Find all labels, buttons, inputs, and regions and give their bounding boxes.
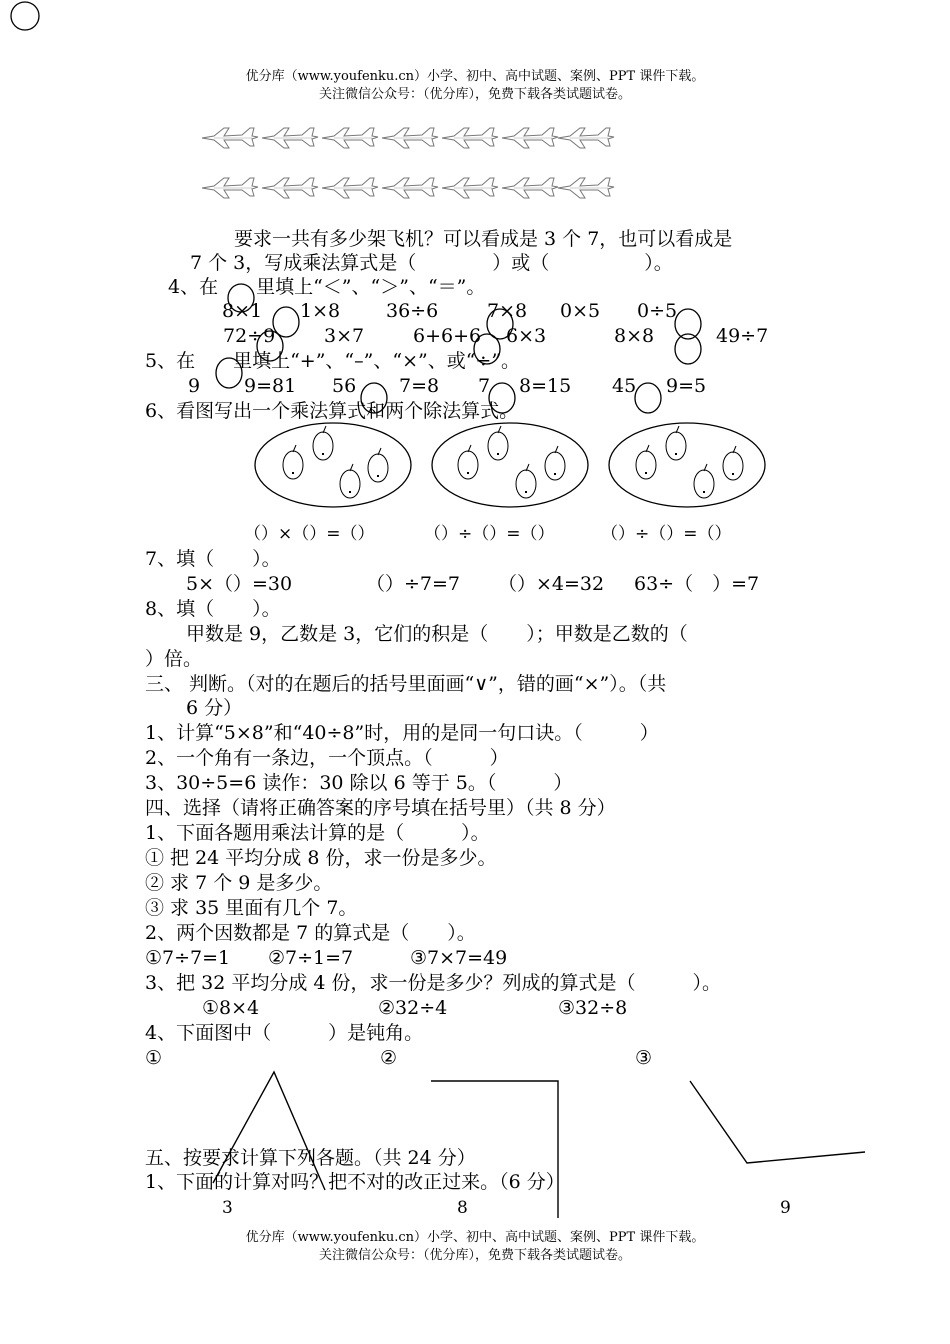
sec4-q3: 3、把 32 平均分成 4 份，求一份是多少？列成的算式是（ ）。 <box>145 972 722 994</box>
sec4-q4: 4、下面图中（ ）是钝角。 <box>145 1022 424 1044</box>
header-line-1: 优分库（www.youfenku.cn）小学、初中、高中试题、案例、PPT 课件下载。 <box>245 69 705 84</box>
sec4-q4-label: ① <box>145 1047 163 1069</box>
airplane-row-1 <box>202 128 614 148</box>
sec3-item: 2、一个角有一条边，一个顶点。（ ） <box>145 747 509 769</box>
sec4-q2: 2、两个因数都是 7 的算式是（ ）。 <box>145 922 476 944</box>
q5-title: 5、在 里填上“+”、“–”、“×”、或“÷”。 <box>145 350 521 372</box>
q7-item: （）÷7=7 <box>366 573 461 595</box>
q4-item: 0÷5 <box>637 300 678 322</box>
q5-item: 9=81 <box>244 375 297 397</box>
q4-item: 6+6+6 <box>413 325 482 347</box>
sec4-q2-option: ③7×7=49 <box>410 947 508 969</box>
q4-item: 36÷6 <box>386 300 439 322</box>
sec4-q2-option: ②7÷1=7 <box>268 947 354 969</box>
q4-item: 7×8 <box>487 300 528 322</box>
apple-plate-2 <box>432 423 588 507</box>
sec3-item: 1、计算“5×8”和“40÷8”时，用的是同一句口诀。（ ） <box>145 722 659 744</box>
q4-item: 0×5 <box>560 300 601 322</box>
q5-item: 8=15 <box>519 375 572 397</box>
q4-item: 72÷9 <box>223 325 276 347</box>
sec4-q4-label: ② <box>380 1047 398 1069</box>
q7-item: 5×（）=30 <box>186 573 293 595</box>
q5-item: 45 <box>612 375 637 397</box>
header-line-2: 关注微信公众号：（优分库），免费下载各类试题试卷。 <box>318 87 631 102</box>
sec4-q1-option: ② 求 7 个 9 是多少。 <box>145 872 333 894</box>
q6-formula: （）×（）=（） <box>244 524 375 544</box>
q7-title: 7、填（ ）。 <box>145 548 281 570</box>
sec3-title: 三、 判断。（对的在题后的括号里面画“∨”，错的画“×”）。（共 <box>145 673 667 695</box>
sec4-q3-option: ③32÷8 <box>558 997 628 1019</box>
sec4-q4-label: ③ <box>635 1047 653 1069</box>
sec4-q3-option: ②32÷4 <box>378 997 448 1019</box>
sec3-title-cont: 6 分） <box>186 697 243 719</box>
q5-item: 56 <box>332 375 357 397</box>
q3-line-1: 要求一共有多少架飞机？可以看成是 3 个 7，也可以看成是 <box>234 228 733 250</box>
q8-line-1: 甲数是 9，乙数是 3，它们的积是（ ）；甲数是乙数的（ <box>186 623 688 645</box>
q6-formula: （）÷（）=（） <box>424 524 555 544</box>
q5-item: 7 <box>478 375 491 397</box>
sec5-number: 3 <box>222 1198 233 1218</box>
angle-3 <box>690 1081 865 1163</box>
airplane-row-2 <box>202 178 614 198</box>
q4-item: 8×1 <box>222 300 263 322</box>
sec4-q1: 1、下面各题用乘法计算的是（ ）。 <box>145 822 490 844</box>
q4-item: 1×8 <box>300 300 341 322</box>
sec3-item: 3、30÷5=6 读作：30 除以 6 等于 5。（ ） <box>145 772 573 794</box>
q5-item: 9=5 <box>666 375 707 397</box>
sec4-title: 四、选择（请将正确答案的序号填在括号里）（共 8 分） <box>145 797 616 819</box>
q8-line-2: ）倍。 <box>145 648 203 670</box>
sec4-q1-option: ① 把 24 平均分成 8 份，求一份是多少。 <box>145 847 497 869</box>
q3-line-2: 7 个 3，写成乘法算式是（ ）或（ ）。 <box>190 252 673 274</box>
apple-plate-3 <box>609 423 765 507</box>
q7-item: 63÷（ ）=7 <box>634 573 760 595</box>
sec5-number: 8 <box>457 1198 468 1218</box>
q4-item: 6×3 <box>506 325 547 347</box>
footer-line-1: 优分库（www.youfenku.cn）小学、初中、高中试题、案例、PPT 课件下载。 <box>245 1230 705 1245</box>
footer-line-2: 关注微信公众号：（优分库），免费下载各类试题试卷。 <box>318 1248 631 1263</box>
q4-title: 4、在 里填上“＜”、“＞”、“＝”。 <box>168 276 486 298</box>
q4-item: 49÷7 <box>716 325 769 347</box>
sec5-q1: 1、下面的计算对吗？把不对的改正过来。（6 分） <box>145 1171 565 1193</box>
sec5-number: 9 <box>780 1198 791 1218</box>
q6-formula: （）÷（）=（） <box>601 524 732 544</box>
sec5-title: 五、按要求计算下列各题。（共 24 分） <box>145 1147 476 1169</box>
q5-item: 9 <box>188 375 201 397</box>
q4-item: 3×7 <box>324 325 365 347</box>
corner-circle <box>11 2 39 30</box>
sec4-q3-option: ①8×4 <box>202 997 260 1019</box>
q5-item: 7=8 <box>399 375 440 397</box>
apple-plate-1 <box>255 423 411 507</box>
q8-title: 8、填（ ）。 <box>145 598 281 620</box>
q6-title: 6、看图写出一个乘法算式和两个除法算式。 <box>145 400 519 422</box>
sec4-q1-option: ③ 求 35 里面有几个 7。 <box>145 897 358 919</box>
q4-item: 8×8 <box>614 325 655 347</box>
q7-item: （）×4=32 <box>498 573 605 595</box>
sec4-q2-option: ①7÷7=1 <box>145 947 231 969</box>
